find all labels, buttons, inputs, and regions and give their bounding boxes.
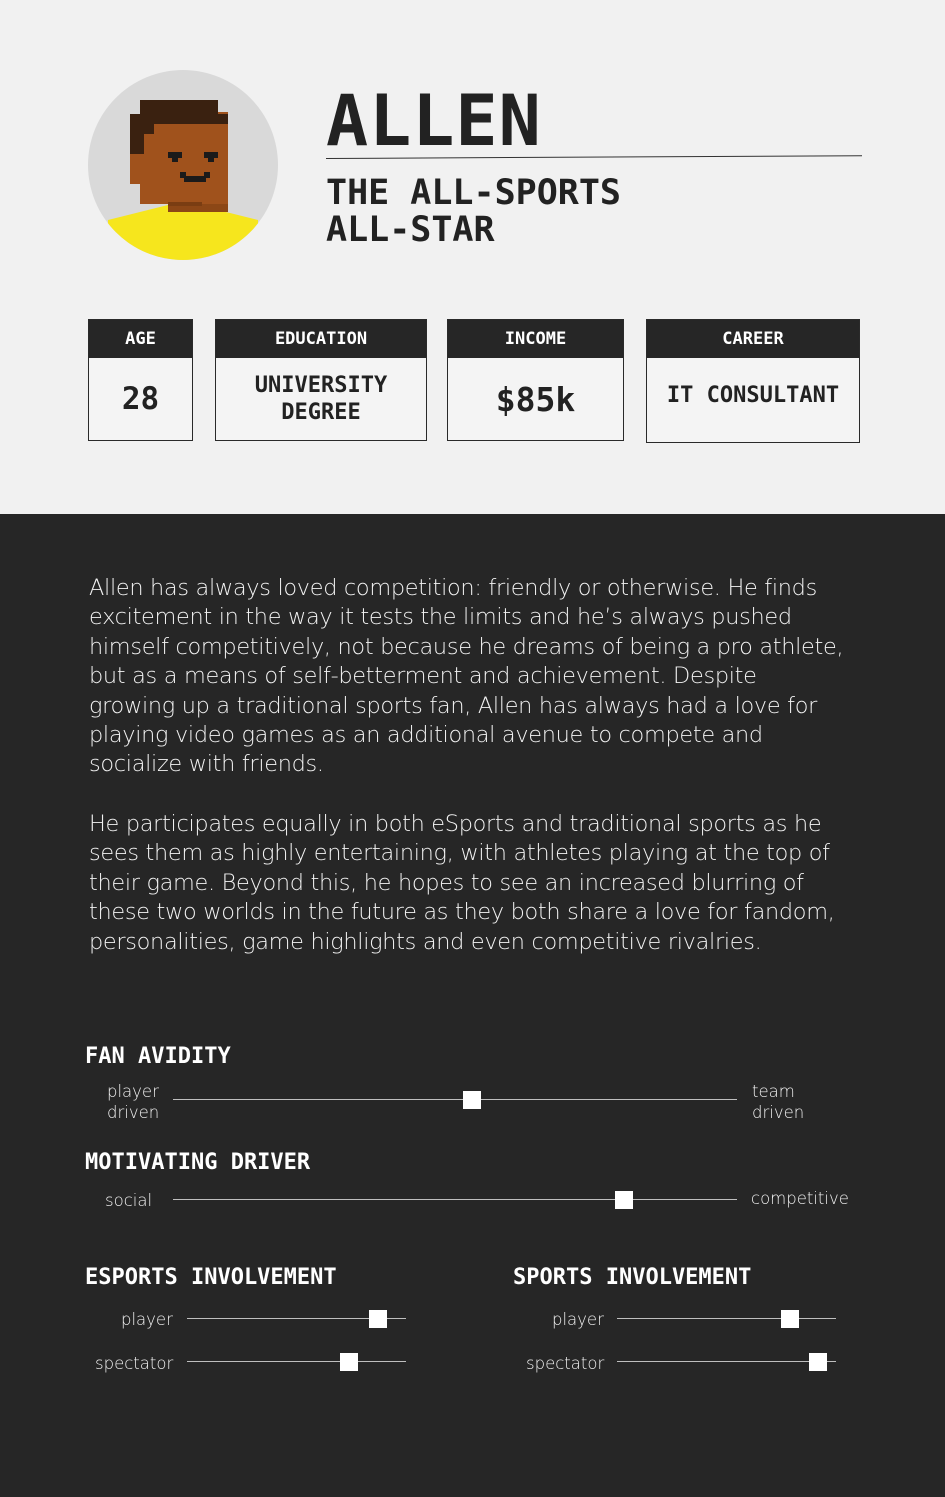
profile-header — [0, 0, 945, 514]
fan-avidity-right-label — [752, 1081, 804, 1123]
fan-avidity-marker — [463, 1091, 481, 1109]
fan-avidity-track — [173, 1099, 737, 1100]
fan-avidity-left-line-2: driven — [107, 1103, 160, 1122]
stat-career-label: CAREER — [647, 320, 859, 358]
sports-involvement-title: SPORTS INVOLVEMENT — [513, 1265, 752, 1290]
stat-age — [88, 319, 193, 441]
esports-player-label: player — [121, 1310, 173, 1329]
tagline-line-1: THE ALL-SPORTS — [326, 173, 622, 213]
motivating-driver-title: MOTIVATING DRIVER — [85, 1150, 311, 1175]
sports-player-label: player — [552, 1310, 604, 1329]
persona-name: ALLEN — [326, 80, 542, 162]
sports-spectator-marker — [809, 1353, 827, 1371]
persona-tagline — [326, 175, 621, 249]
motivating-driver-marker — [615, 1191, 633, 1209]
stat-education — [215, 319, 427, 441]
persona-details — [0, 514, 945, 1497]
tagline-line-2: ALL-STAR — [326, 210, 495, 250]
esports-player-marker — [369, 1310, 387, 1328]
fan-avidity-left-line-1: player — [107, 1082, 159, 1101]
fan-avidity-left-label — [107, 1081, 159, 1123]
bio-paragraph-1 — [89, 574, 869, 780]
fan-avidity-right-line-1: team — [752, 1082, 795, 1101]
bio-line: their game. Beyond this, he hopes to see an increased blurring of — [89, 869, 804, 896]
esports-spectator-track — [187, 1361, 406, 1362]
bio-line: but as a means of self-betterment and achievement. Despite — [89, 663, 757, 690]
bio-line: personalities, game highlights and even competitive rivalries. — [89, 928, 762, 955]
stat-age-label: AGE — [89, 320, 192, 358]
stat-income-value: $85k — [495, 379, 576, 419]
bio-line: socialize with friends. — [89, 751, 324, 778]
bio-paragraph-2 — [89, 810, 869, 957]
stat-education-label: EDUCATION — [216, 320, 426, 358]
sports-player-track — [617, 1318, 836, 1319]
sports-spectator-track — [617, 1361, 836, 1362]
pixel-person-avatar-icon — [88, 70, 278, 260]
stat-education-value-line-2: DEGREE — [281, 400, 361, 425]
stat-education-value-line-1: UNIVERSITY — [254, 373, 388, 398]
stat-career — [646, 319, 860, 443]
stat-income-label: INCOME — [448, 320, 623, 358]
motivating-driver-right-label: competitive — [751, 1189, 849, 1208]
bio-line: Allen has always loved competition: friendly or otherwise. He finds — [89, 575, 817, 601]
motivating-driver-track — [173, 1199, 737, 1200]
motivating-driver-left-label: social — [105, 1191, 153, 1210]
stat-age-value: 28 — [121, 381, 160, 417]
esports-spectator-marker — [340, 1353, 358, 1371]
esports-spectator-label: spectator — [95, 1354, 174, 1373]
stat-education-value — [216, 358, 426, 440]
bio-line: playing video games as an additional avenue to compete and — [89, 722, 763, 749]
bio-line: excitement in the way it tests the limits and he’s always pushed — [89, 604, 792, 631]
fan-avidity-right-line-2: driven — [752, 1103, 805, 1122]
bio-line: growing up a traditional sports fan, Allen has always had a love for — [89, 692, 818, 719]
bio-line: sees them as highly entertaining, with athletes playing at the top of — [89, 840, 830, 867]
fan-avidity-title: FAN AVIDITY — [85, 1044, 231, 1069]
stat-career-value: IT CONSULTANT — [666, 382, 840, 408]
bio-line: himself competitively, not because he dreams of being a pro athlete, — [89, 633, 844, 660]
bio-line: He participates equally in both eSports and traditional sports as he — [89, 811, 822, 837]
bio-line: these two worlds in the future as they both share a love for fandom, — [89, 899, 835, 926]
sports-player-marker — [781, 1310, 799, 1328]
esports-involvement-title: ESPORTS INVOLVEMENT — [85, 1265, 337, 1290]
stat-income — [447, 319, 624, 441]
sports-spectator-label: spectator — [526, 1354, 605, 1373]
